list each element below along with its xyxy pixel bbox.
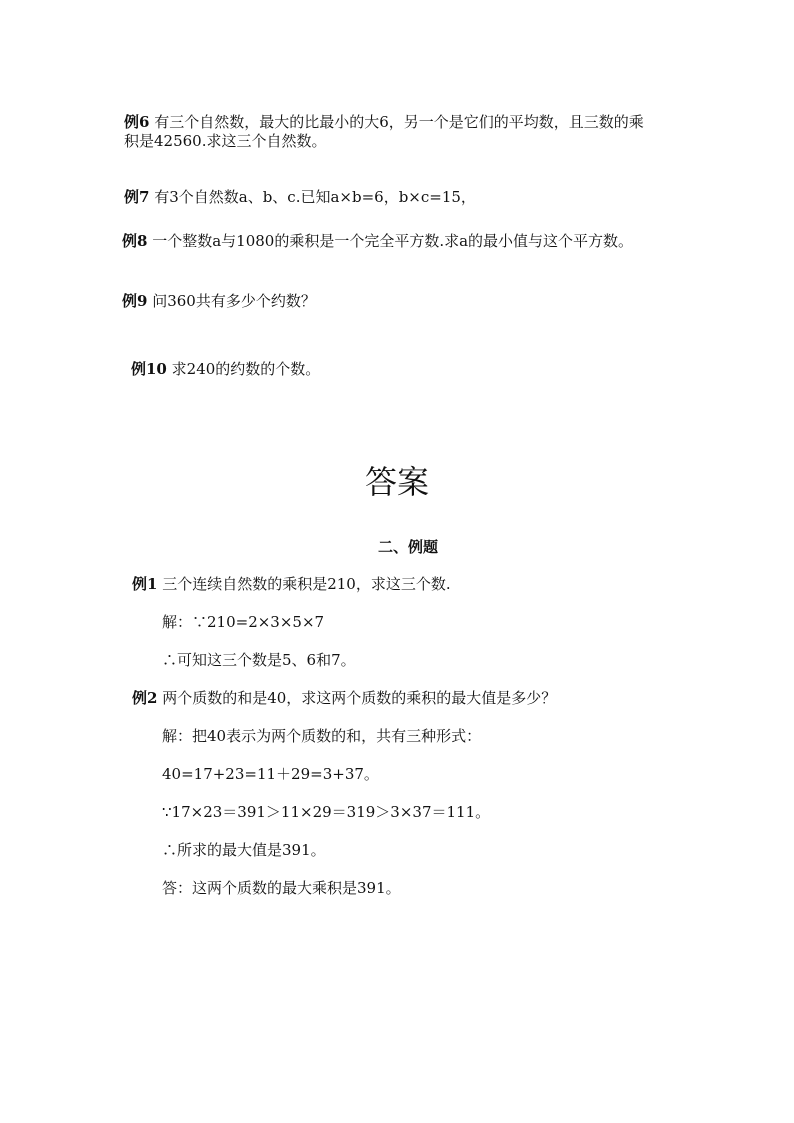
problem-6-line-2: 积是42560.求这三个自然数。 <box>124 132 327 150</box>
section-title: 二、例题 <box>377 538 438 556</box>
example-1-question <box>132 574 451 594</box>
problem-text: 问360共有多少个约数？ <box>152 292 316 310</box>
problem-9 <box>122 291 316 311</box>
problem-label: 例7 <box>124 188 150 206</box>
example-label: 例1 <box>132 575 158 593</box>
answers-title: 答案 <box>364 463 429 501</box>
problem-text: 有三个自然数，最大的比最小的大6，另一个是它们的平均数，且三数的乘 <box>154 113 644 131</box>
problem-10 <box>131 359 320 379</box>
problem-label: 例6 <box>124 113 150 131</box>
problem-label: 例9 <box>122 292 148 310</box>
example-1-solution-2: ∴可知这三个数是5、6和7。 <box>162 651 356 669</box>
example-2-solution-5: 答：这两个质数的最大乘积是391。 <box>162 879 401 897</box>
problem-8 <box>122 231 633 251</box>
example-2-solution-2: 40=17+23=11＋29=3+37。 <box>162 765 379 783</box>
example-2-solution-1: 解：把40表示为两个质数的和，共有三种形式： <box>162 727 482 745</box>
problem-6-line-1 <box>124 112 644 132</box>
example-1-solution-1: 解：∵210=2×3×5×7 <box>162 613 325 631</box>
example-2-solution-3: ∵17×23＝391＞11×29＝319＞3×37＝111。 <box>162 803 491 821</box>
example-text: 两个质数的和是40，求这两个质数的乘积的最大值是多少？ <box>162 689 557 707</box>
problem-text: 一个整数a与1080的乘积是一个完全平方数.求a的最小值与这个平方数。 <box>152 232 634 250</box>
example-2-solution-4: ∴所求的最大值是391。 <box>162 841 326 859</box>
example-2-question <box>132 688 556 708</box>
example-text: 三个连续自然数的乘积是210，求这三个数. <box>162 575 451 593</box>
problem-label: 例10 <box>131 360 167 378</box>
problem-7 <box>124 187 476 207</box>
problem-text: 求240的约数的个数。 <box>171 360 321 378</box>
example-label: 例2 <box>132 689 158 707</box>
problem-label: 例8 <box>122 232 148 250</box>
problem-text: 有3个自然数a、b、c.已知a×b=6，b×c=15， <box>154 188 476 206</box>
